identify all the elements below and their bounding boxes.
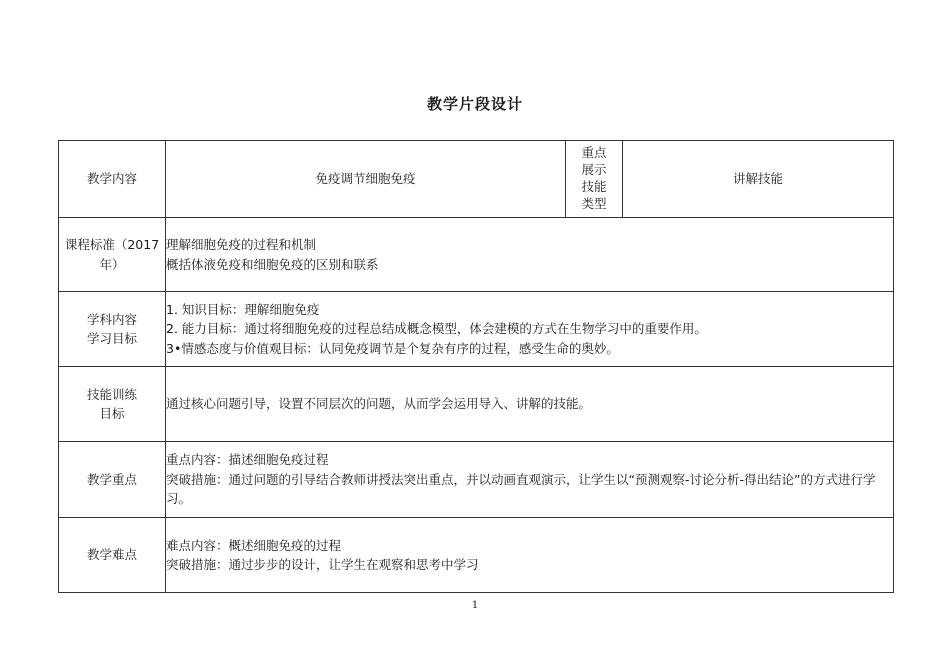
skill-training-label-line: 技能训练 [86, 386, 137, 402]
teaching-content-label: 教学内容 [59, 141, 166, 218]
key-points-content [166, 442, 894, 518]
difficulty-line: 难点内容：概述细胞免疫的过程 [166, 537, 342, 553]
page-title: 教学片段设计 [426, 95, 523, 113]
standard-line: 概括体液免疫和细胞免疫的区别和联系 [166, 256, 379, 272]
curriculum-standard-content [166, 218, 894, 292]
skill-type-label-line: 重点 [581, 145, 607, 161]
learning-goals-label-line: 学习目标 [86, 331, 137, 346]
row-curriculum-standard [59, 218, 894, 292]
curriculum-standard-label: 课程标准（2017年） [59, 218, 166, 292]
skill-type-label [566, 141, 623, 218]
skill-training-content: 通过核心问题引导，设置不同层次的问题，从而学会运用导入、讲解的技能。 [166, 367, 894, 442]
teaching-content-value: 免疫调节细胞免疫 [166, 141, 566, 218]
goal-line: 1. 知识目标：理解细胞免疫 [166, 301, 320, 317]
difficulties-label: 教学难点 [59, 518, 166, 593]
learning-goals-label-line: 学科内容 [86, 311, 137, 327]
row-learning-goals [59, 292, 894, 367]
skill-type-label-line: 展示 [581, 162, 607, 178]
key-point-line: 重点内容：描述细胞免疫过程 [166, 452, 329, 468]
standard-line: 理解细胞免疫的过程和机制 [166, 237, 317, 253]
page-number: 1 [471, 600, 479, 611]
key-points-label: 教学重点 [59, 442, 166, 518]
difficulties-content [166, 518, 894, 593]
skill-training-label-line: 目标 [99, 406, 125, 421]
row-skill-training [59, 367, 894, 442]
difficulty-line: 突破措施：通过步步的设计，让学生在观察和思考中学习 [166, 557, 479, 572]
key-point-line: 突破措施：通过问题的引导结合教师讲授法突出重点，并以动画直观演示，让学生以“预测观察-讨论分析-得出结论”的方式进行学习。 [166, 471, 876, 507]
skill-type-value: 讲解技能 [623, 141, 894, 218]
learning-goals-content [166, 292, 894, 367]
row-key-points [59, 442, 894, 518]
row-difficulties [59, 518, 894, 593]
goal-line: 2. 能力目标：通过将细胞免疫的过程总结成概念模型，体会建模的方式在生物学习中的重要作用。 [166, 321, 707, 337]
skill-training-label [59, 367, 166, 442]
skill-type-label-line: 技能 [581, 179, 607, 194]
skill-type-label-line: 类型 [581, 195, 607, 211]
learning-goals-label [59, 292, 166, 367]
row-teaching-content [59, 141, 894, 218]
goal-line: 3•情感态度与价值观目标：认同免疫调节是个复杂有序的过程，感受生命的奥妙。 [166, 340, 619, 356]
lesson-design-table [58, 140, 894, 593]
